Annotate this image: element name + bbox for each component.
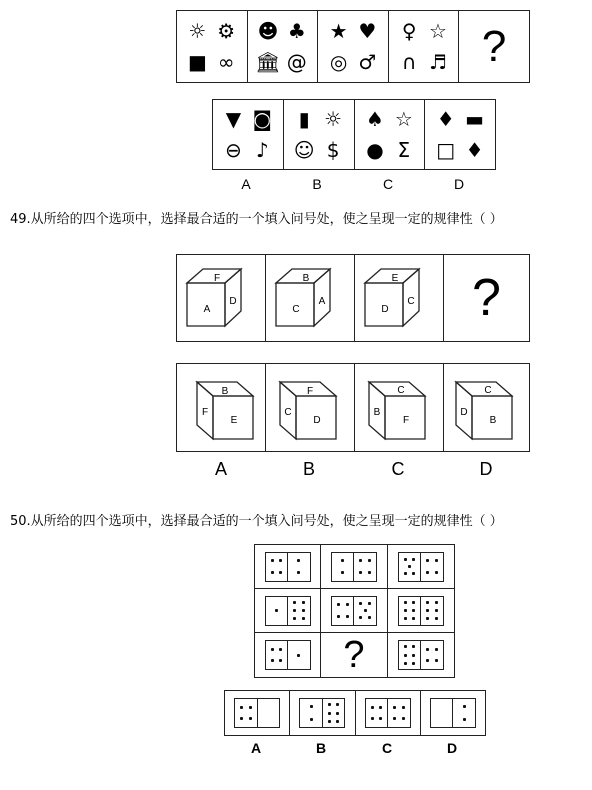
dot xyxy=(310,718,313,721)
dot xyxy=(297,654,300,657)
grid-cell xyxy=(388,589,454,633)
domino xyxy=(365,698,411,728)
domino-half xyxy=(353,597,376,625)
music-note-icon: ♪ xyxy=(255,137,269,162)
dot xyxy=(346,603,349,606)
domino-half xyxy=(266,553,288,581)
dot xyxy=(402,717,405,720)
q50-option-a[interactable] xyxy=(225,691,290,735)
club-icon: ♣ xyxy=(287,18,306,43)
grid-cell xyxy=(255,589,321,633)
domino xyxy=(331,552,377,582)
q49-option-a[interactable] xyxy=(177,364,266,451)
q49-cube-1 xyxy=(177,255,266,341)
dot xyxy=(435,571,438,574)
dot xyxy=(359,571,362,574)
face-right: C xyxy=(407,296,415,307)
sigma-icon: Σ xyxy=(397,137,411,162)
q49-option-b[interactable] xyxy=(266,364,355,451)
q49-label-d: D xyxy=(479,459,493,479)
cube-drawing xyxy=(177,255,265,341)
domino xyxy=(265,596,311,626)
q50-label-a: A xyxy=(250,740,262,756)
q50-question-text: 50.从所给的四个选项中，选择最合适的一个填入问号处，使之呈现一定的规律性（ ） xyxy=(10,514,503,529)
q48-label-b: B xyxy=(312,176,322,192)
domino xyxy=(398,596,444,626)
dot xyxy=(240,717,243,720)
dot xyxy=(435,609,438,612)
domino-half xyxy=(399,553,421,581)
domino-half xyxy=(266,641,288,669)
cube-drawing xyxy=(444,364,532,451)
grid-cell xyxy=(388,633,454,677)
cube-drawing xyxy=(177,364,265,451)
domino-half xyxy=(399,597,421,625)
square-icon: ■ xyxy=(187,50,207,75)
q48-cell-2 xyxy=(248,11,319,82)
dot xyxy=(297,571,300,574)
domino-half xyxy=(420,597,443,625)
dot xyxy=(310,705,313,708)
domino-half xyxy=(257,699,280,727)
gear-icon: ⚙ xyxy=(217,18,236,43)
dot xyxy=(336,712,339,715)
intersection-icon: ∩ xyxy=(401,50,417,75)
sun-icon: ☼ xyxy=(188,18,207,43)
bullseye-icon: ◎ xyxy=(329,50,348,75)
domino xyxy=(398,640,444,670)
q49-options-row xyxy=(176,363,530,452)
triangle-down-icon: ▼ xyxy=(225,107,242,132)
cube-drawing xyxy=(355,255,443,341)
q48-question-cell xyxy=(459,11,529,82)
bar-icon: ▬ xyxy=(465,107,485,132)
dot xyxy=(463,705,466,708)
domino xyxy=(331,596,377,626)
face-front: F xyxy=(402,415,410,426)
q49-cube-2 xyxy=(266,255,355,341)
q49-option-c[interactable] xyxy=(355,364,444,451)
dot xyxy=(412,654,415,657)
dot xyxy=(341,559,344,562)
dot xyxy=(404,609,407,612)
dot xyxy=(412,572,415,575)
domino xyxy=(234,698,280,728)
diamond-icon: ♦ xyxy=(465,137,484,162)
dot xyxy=(404,572,407,575)
face-front: D xyxy=(381,304,389,315)
dollar-icon: $ xyxy=(326,137,340,162)
domino-half xyxy=(353,553,376,581)
dot xyxy=(412,617,415,620)
q48-option-d[interactable] xyxy=(425,100,495,169)
square-outline-icon: □ xyxy=(436,137,456,162)
dot xyxy=(412,645,415,648)
domino-half xyxy=(235,699,257,727)
face-top: B xyxy=(221,386,229,397)
grid-cell xyxy=(255,633,321,677)
face-front: E xyxy=(230,415,238,426)
face-top: C xyxy=(397,385,405,396)
q49-cube-3 xyxy=(355,255,444,341)
dot xyxy=(426,609,429,612)
q49-question-text: 49.从所给的四个选项中，选择最合适的一个填入问号处，使之呈现一定的规律性（ ） xyxy=(10,212,503,227)
domino-half xyxy=(332,553,354,581)
dot xyxy=(249,717,252,720)
face-front: C xyxy=(292,304,300,315)
domino xyxy=(398,552,444,582)
dot xyxy=(336,703,339,706)
q48-options-row xyxy=(212,99,496,170)
cube-drawing xyxy=(355,364,443,451)
heart-icon: ♥ xyxy=(358,18,377,43)
dot xyxy=(402,706,405,709)
dot xyxy=(404,662,407,665)
q50-option-d[interactable] xyxy=(421,691,485,735)
question-cell xyxy=(321,633,387,677)
dot xyxy=(368,559,371,562)
q50-options-row xyxy=(224,690,486,736)
domino-half xyxy=(399,641,421,669)
face-top: E xyxy=(391,273,399,284)
dot xyxy=(371,717,374,720)
dot xyxy=(297,559,300,562)
face-left: F xyxy=(201,407,209,418)
dot xyxy=(368,571,371,574)
dot xyxy=(302,617,305,620)
dot xyxy=(279,648,282,651)
dot xyxy=(426,659,429,662)
dot xyxy=(426,559,429,562)
domino-half xyxy=(387,699,410,727)
dot xyxy=(435,559,438,562)
spade-icon: ♠ xyxy=(365,107,384,132)
face-top: F xyxy=(306,386,314,397)
q49-option-d[interactable] xyxy=(444,364,532,451)
domino-half xyxy=(287,641,310,669)
face-right: A xyxy=(318,296,326,307)
dot xyxy=(279,559,282,562)
domino-half xyxy=(332,597,354,625)
grid-cell xyxy=(255,545,321,589)
star-outline-icon: ☆ xyxy=(429,18,447,43)
infinity-icon: ∞ xyxy=(217,50,235,75)
q48-cell-1 xyxy=(177,11,248,82)
sun-icon: ☼ xyxy=(324,107,343,132)
dot xyxy=(240,706,243,709)
dot xyxy=(404,654,407,657)
dot xyxy=(404,645,407,648)
face-front: D xyxy=(313,415,321,426)
dot xyxy=(271,571,274,574)
q48-label-a: A xyxy=(241,176,251,192)
dot xyxy=(328,720,331,723)
dot xyxy=(379,706,382,709)
dot xyxy=(463,718,466,721)
face-right: D xyxy=(229,296,237,307)
domino-half xyxy=(452,699,475,727)
domino-half xyxy=(287,553,310,581)
diamond-icon: ♦ xyxy=(436,107,455,132)
face-left: D xyxy=(460,407,468,418)
dot xyxy=(328,712,331,715)
dot xyxy=(346,615,349,618)
dot xyxy=(393,717,396,720)
q49-label-c: C xyxy=(391,459,405,479)
dot xyxy=(412,662,415,665)
dot xyxy=(426,648,429,651)
face-top: F xyxy=(213,273,221,284)
circle-icon: ● xyxy=(366,137,384,162)
q49-label-b: B xyxy=(302,459,315,479)
q48-question-row xyxy=(176,10,530,83)
dot xyxy=(302,609,305,612)
dot xyxy=(404,601,407,604)
dot xyxy=(341,571,344,574)
q48-option-c[interactable] xyxy=(355,100,426,169)
face-top: B xyxy=(302,273,310,284)
smiley-icon: ☻ xyxy=(257,18,279,43)
q50-label-c: C xyxy=(381,740,393,756)
music-note-icon: ♬ xyxy=(429,50,447,75)
no-entry-icon: ⊖ xyxy=(225,137,242,162)
domino-half xyxy=(420,553,443,581)
dot xyxy=(379,717,382,720)
q48-label-d: D xyxy=(453,176,465,192)
domino xyxy=(265,552,311,582)
cube-drawing xyxy=(266,255,354,341)
domino-half xyxy=(420,641,443,669)
q48-option-b[interactable] xyxy=(284,100,355,169)
q49-question-cell xyxy=(444,255,529,341)
dot xyxy=(404,617,407,620)
dot xyxy=(412,609,415,612)
dot xyxy=(435,601,438,604)
face-front: B xyxy=(489,415,497,426)
smiley-icon: ☺ xyxy=(293,137,315,162)
dot xyxy=(271,559,274,562)
star-outline-icon: ☆ xyxy=(394,107,413,132)
dot xyxy=(328,703,331,706)
rectangle-icon: ▮ xyxy=(298,107,310,132)
grid-cell xyxy=(321,545,387,589)
dot xyxy=(426,571,429,574)
q50-option-b[interactable] xyxy=(290,691,355,735)
q49-label-a: A xyxy=(214,459,227,479)
dot xyxy=(271,648,274,651)
grid-cell xyxy=(321,589,387,633)
domino xyxy=(299,698,345,728)
dot xyxy=(275,609,278,612)
at-icon: @ xyxy=(286,50,307,75)
face-left: C xyxy=(284,407,292,418)
dot xyxy=(279,571,282,574)
q50-option-c[interactable] xyxy=(356,691,421,735)
domino-half xyxy=(322,699,345,727)
dot xyxy=(293,601,296,604)
cube-drawing xyxy=(266,364,354,451)
dot xyxy=(368,616,371,619)
dot xyxy=(435,648,438,651)
domino-half xyxy=(266,597,288,625)
grid-cell xyxy=(388,545,454,589)
dot xyxy=(412,601,415,604)
dot xyxy=(279,659,282,662)
q50-label-b: B xyxy=(315,740,327,756)
domino xyxy=(430,698,476,728)
female-icon: ♀ xyxy=(401,18,417,43)
q48-cell-4 xyxy=(389,11,460,82)
dot xyxy=(359,559,362,562)
domino-half xyxy=(287,597,310,625)
dot xyxy=(426,601,429,604)
dot xyxy=(435,617,438,620)
dot xyxy=(371,706,374,709)
dot xyxy=(302,601,305,604)
dot xyxy=(336,720,339,723)
dot xyxy=(293,609,296,612)
question-mark: ? xyxy=(481,21,507,71)
dot xyxy=(249,706,252,709)
dot xyxy=(412,558,415,561)
dot xyxy=(359,616,362,619)
q48-option-a[interactable] xyxy=(213,100,284,169)
question-mark: ? xyxy=(472,269,501,327)
dot xyxy=(368,602,371,605)
face-top: C xyxy=(484,385,492,396)
dot xyxy=(426,617,429,620)
domino-half xyxy=(431,699,453,727)
dot xyxy=(404,558,407,561)
inverse-circle-icon: ◙ xyxy=(252,107,273,132)
dot xyxy=(408,565,411,568)
male-icon: ♂ xyxy=(358,50,377,75)
dot xyxy=(337,615,340,618)
dot xyxy=(293,617,296,620)
q50-label-d: D xyxy=(446,740,458,756)
dot xyxy=(359,602,362,605)
dot xyxy=(271,659,274,662)
dot xyxy=(393,706,396,709)
dot xyxy=(337,603,340,606)
domino xyxy=(265,640,311,670)
q50-grid xyxy=(254,544,455,678)
dot xyxy=(435,659,438,662)
domino-half xyxy=(366,699,388,727)
question-mark: ? xyxy=(343,633,365,676)
face-left: B xyxy=(373,407,381,418)
q49-question-row xyxy=(176,254,530,342)
q48-cell-3 xyxy=(318,11,389,82)
domino-half xyxy=(300,699,322,727)
building-icon: 🏛 xyxy=(255,50,281,75)
q48-label-c: C xyxy=(382,176,394,192)
star-icon: ★ xyxy=(329,18,348,43)
face-front: A xyxy=(203,304,211,315)
dot xyxy=(364,609,367,612)
